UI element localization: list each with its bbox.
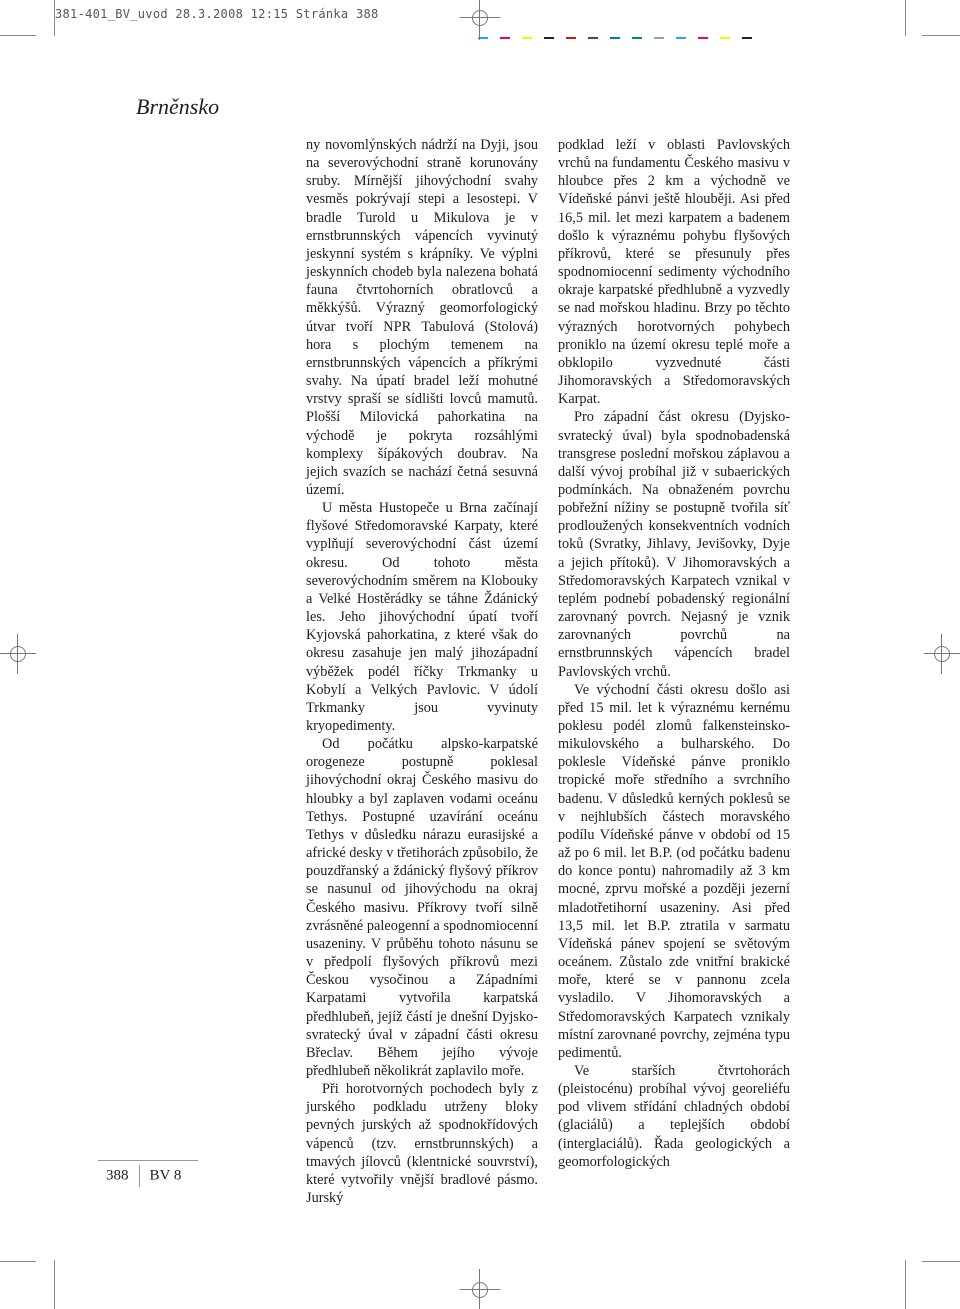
registration-color-swatch (654, 37, 664, 39)
paragraph: Ve starších čtvrtohorách (pleistocénu) probíhal vývoj georeliéfu pod vlivem střídání chladných období (glaciálů) a teplejších období (interglaciálů). Řada geologických a geomorfologických (558, 1062, 790, 1170)
running-head: Brněnsko (136, 94, 220, 119)
print-slug: 381-401_BV_uvod 28.3.2008 12:15 Stránka 388 (55, 7, 379, 21)
crop-line-bottom-left (54, 1260, 55, 1309)
registration-mark-bottom (460, 1269, 500, 1309)
paragraph: Od počátku alpsko-karpatské orogeneze postupně poklesal jihovýchodní okraj Českého masivu do hloubky a byl zaplaven vodami oceánu Tethys. Postupné uzavírání oceánu Tethys v důsledku nárazu eurasijské a africké desky v třetihorách způsobilo, že pouzdřanský a ždánický flyšový příkrov se nasunul od jihovýchodu na okraj Českého masivu. Příkrovy tvoří silně zvrásněné paleogenní a spodnomiocenní usazeniny. V průběhu tohoto násunu se v předpolí flyšových příkrovů mezi Českou vysočinou a Západními Karpatami vytvořila karpatská předhlubeň, jejíž částí je dnešní Dyjsko-svratecký úval v západní části okresu Břeclav. Během jejího vývoje předhlubeň několikrát zaplavilo moře. (306, 736, 538, 1079)
registration-mark-right (924, 634, 960, 674)
text-column-right (558, 136, 790, 1171)
registration-color-swatch (698, 37, 708, 39)
paragraph: U města Hustopeče u Brna začínají flyšové Středomoravské Karpaty, které vyplňují severovýchodní část území okresu. Od tohoto města severovýchodním směrem na Klobouky a Velké Hostěrádky se táhne Ždánický les. Jeho jihovýchodní úpatí tvoří Kyjovská pahorkatina, z které však do okresu zasahuje jen malý jihozápadní výběžek podél říčky Trkmanky u Kobylí a Velkých Pavlovic. V údolí Trkmanky jsou vyvinuty kryopedimenty. (306, 500, 538, 734)
crop-line-right-bottom (922, 1261, 960, 1262)
page-footer (106, 1165, 181, 1187)
registration-color-swatch (500, 37, 510, 39)
registration-color-swatch (720, 37, 730, 39)
volume-label: BV 8 (149, 1167, 182, 1184)
registration-color-swatch (632, 37, 642, 39)
crop-line-left-bottom (0, 1261, 36, 1262)
footer-rule (98, 1160, 198, 1161)
paragraph: podklad leží v oblasti Pavlovských vrchů na fundamentu Českého masivu v hloubce přes 2 km a východně ve Vídeňské pánvi ještě hlouběji. Asi před 16,5 mil. let mezi karpatem a badenem došlo k výraznému pohybu flyšových příkrovů, které se přesunuly přes spodnomiocenní sedimenty východního okraje karpatské předhlubně a vyzvedly se nad mořskou hladinu. Brzy po těchto výrazných horotvorných pohybech proniklo na území okresu teplé moře a obklopilo vyzvednuté části Jihomoravských a Středomoravských Karpat. (558, 137, 790, 408)
page-number: 388 (106, 1167, 129, 1184)
registration-mark-left (0, 634, 36, 674)
registration-color-swatch (676, 37, 686, 39)
paragraph: Pro západní část okresu (Dyjsko-svratecký úval) byla spodnobadenská transgrese poslední mořskou záplavou a další vývoj probíhal již v subaerických podmínkách. Na obnaženém povrchu pobřežní nížiny se postupně tvořila síť prodloužených konsekventních vodních toků (Svratky, Jihlavy, Jevišovky, Dyje a jejich přítoků). V Jihomoravských a Středomoravských Karpatech vznikal v teplém podnebí pobadenský regionální zarovnaný povrch. Nejasný je vznik zarovnaných povrchů na ernstbrunnských vápencích bradel Pavlovských vrchů. (558, 409, 790, 680)
registration-color-swatch (610, 37, 620, 39)
crop-line-top-right (905, 0, 906, 36)
paragraph: Ve východní části okresu došlo asi před 15 mil. let k výraznému kernému poklesu podél zlomů falkensteinsko-mikulovského a bulharského. Do poklesle Vídeňské pánve proniklo tropické moře středního a svrchního badenu. V důsledků kerných poklesů se v nejhlubších částech moravského podílu Vídeňské pánve v období od 15 až po 6 mil. let B.P. (od počátku badenu do konce pontu) nahromadily až 3 km mocné, zprvu mořské a později jezerní mladotřetihorní usazeniny. Asi před 13,5 mil. let B.P. ztratila v sarmatu Vídeňská pánev spojení se světovým oceánem. Zůstalo zde vnitřní brakické moře, které se v pannonu zcela vysladilo. V Jihomoravských a Středomoravských Karpatech vznikaly místní zarovnané povrchy, zejména typu pedimentů. (558, 681, 790, 1061)
crop-line-right-top (922, 35, 960, 36)
paragraph: Při horotvorných pochodech byly z jurského podkladu utrženy bloky pevných jurských až spodnokřídových vápenců (tzv. ernstbrunnských) a tmavých jílovců (klentnické souvrství), které vytvořily vnější bradlové pásmo. Jurský (306, 1081, 538, 1207)
registration-color-swatch (566, 37, 576, 39)
paragraph: ny novomlýnských nádrží na Dyji, jsou na severovýchodní straně korunovány sruby. Mírnější jihovýchodní svahy vesměs pokrývají stepi a lesostepi. V bradle Turold u Mikulova je v ernstbrunnských vápencích vyvinutý jeskynní systém s krápníky. Ve výplni jeskynních chodeb byla nalezena bohatá fauna čtvrtohorních obratlovců a měkkýšů. Výrazný geomorfologický útvar tvoří NPR Tabulová (Stolová) hora s plochým temenem na ernstbrunnských vápencích a příkrými svahy. Na úpatí bradel leží mohutné vrstvy spraší se sídlišti lovců mamutů. Plošší Milovická pahorkatina na východě je pokryta rozsáhlými komplexy šípákových doubrav. Na jejich svazích se nachází četná sesuvná území. (306, 137, 538, 498)
text-column-left (306, 136, 538, 1207)
crop-line-left-top (0, 35, 36, 36)
crop-line-top-left (54, 0, 55, 36)
registration-color-bar (470, 37, 850, 41)
registration-mark-top (460, 0, 500, 40)
registration-color-swatch (522, 37, 532, 39)
registration-color-swatch (742, 37, 752, 39)
registration-color-swatch (544, 37, 554, 39)
registration-color-swatch (588, 37, 598, 39)
footer-separator (139, 1165, 140, 1187)
crop-line-bottom-right (905, 1260, 906, 1309)
